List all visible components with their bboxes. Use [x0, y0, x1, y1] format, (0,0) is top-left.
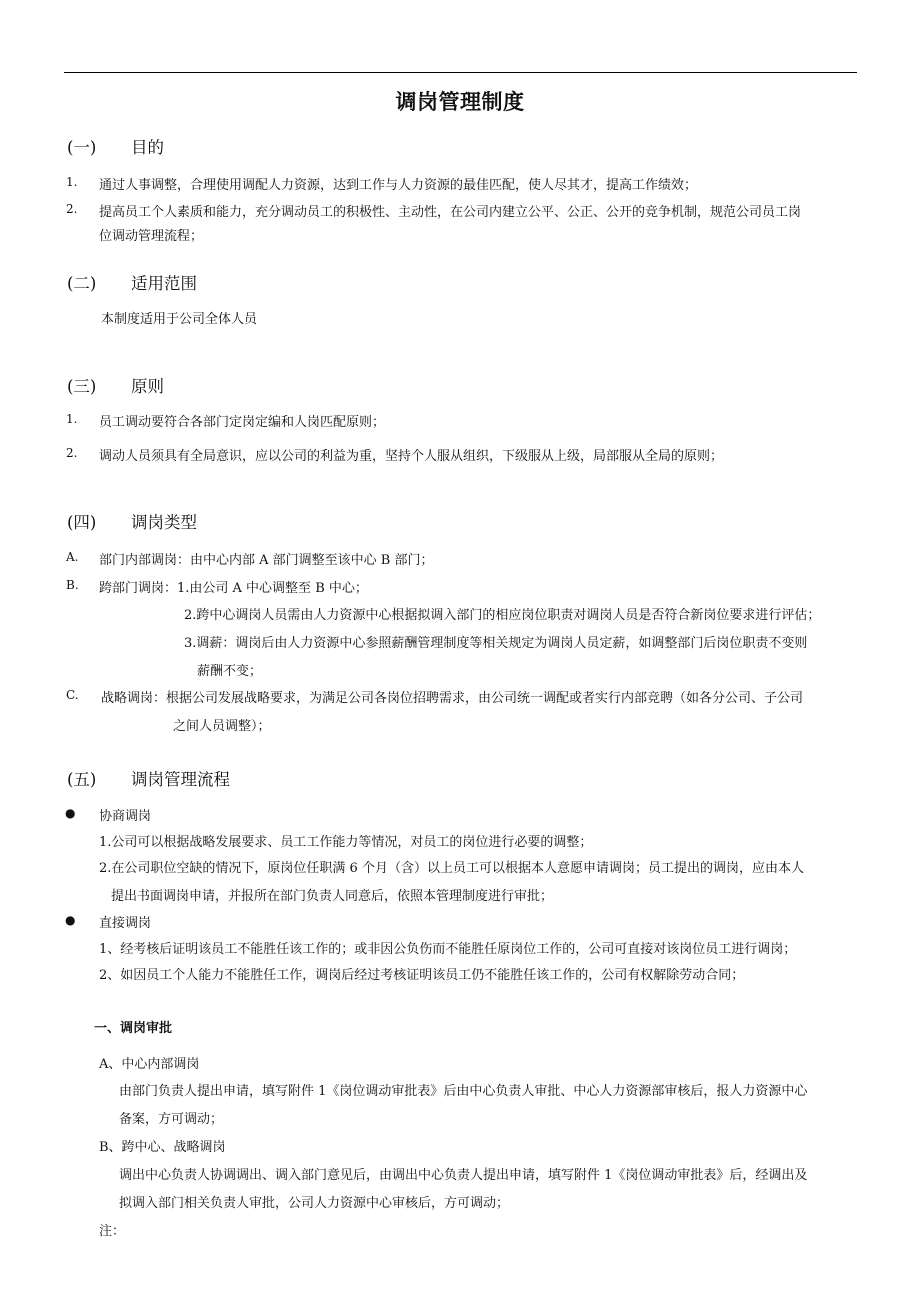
- list-marker: B.: [66, 578, 79, 592]
- approval-a-text: 由部门负责人提出申请，填写附件 1《岗位调动审批表》后由中心负责人审批、中心人力资源部审核后，报人力资源中心: [119, 1084, 808, 1099]
- section-2-heading: [67, 270, 467, 292]
- approval-heading: 一、调岗审批: [94, 1021, 173, 1036]
- approval-b-text: 调出中心负责人协调调出、调入部门意见后，由调出中心负责人提出申请，填写附件 1《岗位调动审批表》后，经调出及: [119, 1168, 808, 1183]
- section-3-heading: [67, 373, 467, 395]
- bullet-paragraph: 1、经考核后证明该员工不能胜任该工作的；或非因公负伤而不能胜任原岗位工作的，公司可直接对该岗位员工进行调岗；: [99, 942, 797, 957]
- bullet-icon: ●: [65, 806, 76, 820]
- list-subitem: 2.跨中心调岗人员需由人力资源中心根据拟调入部门的相应岗位职责对调岗人员是否符合新岗位要求进行评估；: [184, 608, 821, 623]
- section-4-number: (四): [67, 513, 97, 532]
- section-3-title: 原则: [131, 377, 164, 396]
- header-rule: [64, 72, 857, 73]
- list-item-text: 部门内部调岗：由中心内部 A 部门调整至该中心 B 部门；: [99, 553, 434, 568]
- list-subitem-cont: 薪酬不变；: [197, 664, 263, 679]
- bullet-paragraph: 2.在公司职位空缺的情况下，原岗位任职满 6 个月（含）以上员工可以根据本人意愿申请调岗；员工提出的调岗，应由本人: [99, 861, 804, 876]
- section-4-heading: [67, 509, 467, 531]
- list-item-text-cont: 之间人员调整）；: [173, 719, 271, 734]
- section-1-number: (一): [67, 138, 97, 157]
- section-1-heading: [67, 134, 467, 156]
- list-item-text: 员工调动要符合各部门定岗定编和人岗匹配原则；: [99, 415, 386, 430]
- approval-a-text-cont: 备案，方可调动；: [119, 1112, 224, 1127]
- list-marker: C.: [66, 688, 79, 702]
- list-item-text: 调动人员须具有全局意识，应以公司的利益为重，坚持个人服从组织，下级服从上级，局部服从全局的原则；: [99, 449, 724, 464]
- section-5-heading: [67, 766, 467, 788]
- section-2-title: 适用范围: [131, 274, 197, 293]
- list-item-text: 通过人事调整，合理使用调配人力资源，达到工作与人力资源的最佳匹配，使人尽其才，提高工作绩效；: [99, 178, 698, 193]
- bullet-paragraph-cont: 提出书面调岗申请，并报所在部门负责人同意后，依照本管理制度进行审批；: [111, 889, 554, 904]
- list-marker: 2.: [66, 202, 78, 216]
- section-4-title: 调岗类型: [131, 513, 197, 532]
- section-5-number: (五): [67, 770, 97, 789]
- list-marker: 2.: [66, 446, 78, 460]
- page-title: 调岗管理制度: [395, 90, 525, 114]
- approval-a-label: A、中心内部调岗: [99, 1057, 200, 1072]
- note-label: 注：: [99, 1224, 126, 1239]
- list-marker: 1.: [66, 412, 78, 426]
- list-marker: A.: [66, 550, 79, 564]
- bullet-paragraph: 2、如因员工个人能力不能胜任工作，调岗后经过考核证明该员工仍不能胜任该工作的，公司有权解除劳动合同；: [99, 968, 745, 983]
- list-subitem: 3.调薪：调岗后由人力资源中心参照薪酬管理制度等相关规定为调岗人员定薪，如调整部门后岗位职责不变则: [184, 636, 808, 651]
- list-marker: 1.: [66, 175, 78, 189]
- approval-b-text-cont: 拟调入部门相关负责人审批，公司人力资源中心审核后，方可调动；: [119, 1196, 510, 1211]
- bullet-paragraph: 1.公司可以根据战略发展要求、员工工作能力等情况，对员工的岗位进行必要的调整；: [99, 835, 593, 850]
- bullet-label: 直接调岗: [99, 916, 152, 931]
- bullet-label: 协商调岗: [99, 809, 152, 824]
- paragraph: 本制度适用于公司全体人员: [101, 312, 258, 327]
- list-item-text: 战略调岗：根据公司发展战略要求，为满足公司各岗位招聘需求，由公司统一调配或者实行内部竞聘（如各分公司、子公司: [101, 691, 804, 706]
- section-2-number: (二): [67, 274, 97, 293]
- section-3-number: (三): [67, 377, 97, 396]
- list-item-text: 跨部门调岗：1.由公司 A 中心调整至 B 中心；: [99, 581, 368, 596]
- list-item-text: 提高员工个人素质和能力，充分调动员工的积极性、主动性，在公司内建立公平、公正、公开的竞争机制，规范公司员工岗: [99, 205, 802, 220]
- approval-b-label: B、跨中心、战略调岗: [99, 1140, 226, 1155]
- section-5-title: 调岗管理流程: [131, 770, 230, 789]
- list-item-text-cont: 位调动管理流程；: [99, 229, 204, 244]
- bullet-icon: ●: [65, 913, 76, 927]
- section-1-title: 目的: [131, 138, 164, 157]
